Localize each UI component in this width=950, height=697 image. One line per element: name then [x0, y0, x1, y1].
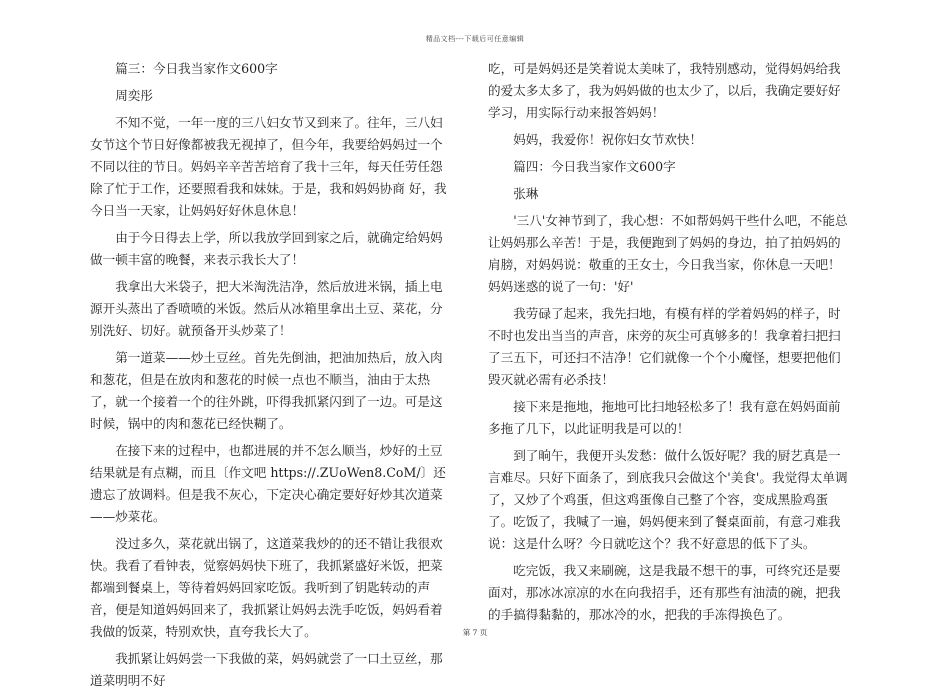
left-column: [90, 58, 455, 697]
paragraph: 妈妈，我爱你！祝你妇女节欢快！: [513, 132, 703, 147]
paragraph: 在接下来的过程中，也都进展的并不怎么顺当，炒好的土豆结果就是有点糊，而且〔作文吧 https://.ZUoWen8.CoM/〕还遗忘了放调料。但是我不灰心，下定决心确定要好好炒其次道菜——炒菜花。: [90, 443, 446, 524]
author-name: 周奕彤: [115, 88, 153, 103]
paragraph: 没过多久，菜花就出锅了，这道菜我炒的的还不错让我很欢快。我看了看钟表，觉察妈妈快下班了，我抓紧盛好米饭，把菜都端到餐桌上，等待着妈妈回家吃饭。我听到了钥匙转动的声音，便是知道妈妈回来了，我抓紧让妈妈去洗手吃饭，妈妈看着我做的饭菜，特别欢快，直夸我长大了。: [90, 536, 443, 639]
paragraph: 接下来是拖地，拖地可比扫地轻松多了！我有意在妈妈面前多拖了几下，以此证明我是可以的！: [488, 399, 841, 436]
page-header: 精品文档---下载后可任意编辑: [425, 35, 525, 43]
right-column: [488, 58, 853, 631]
author-name: 张琳: [513, 186, 539, 201]
section-title: 篇四：今日我当家作文600字: [513, 159, 676, 174]
paragraph: 第一道菜——炒土豆丝。首先先倒油，把油加热后，放入肉和葱花，但是在放肉和葱花的时候一点也不顺当，油由于太热了，就一个接着一个的往外跳，吓得我抓紧闪到了一边。可是这时候，锅中的肉和葱花已经快糊了。: [90, 350, 443, 431]
section-title: 篇三：今日我当家作文600字: [115, 61, 278, 76]
paragraph: 吃完饭，我又来刷碗，这是我最不想干的事，可终究还是要面对，那冰冰凉凉的水在向我招手，还有那些有油渍的碗，把我的手搞得黏黏的，那冰冷的水，把我的手冻得换色了。: [488, 563, 841, 622]
page-number: 第 7 页: [462, 628, 488, 637]
paragraph: 我抓紧让妈妈尝一下我做的菜，妈妈就尝了一口土豆丝，那道菜明明不好: [90, 651, 443, 688]
paragraph: 我拿出大米袋子，把大米淘洗洁净，然后放进米锅，插上电源开头蒸出了香喷喷的米饭。然后从冰箱里拿出土豆、菜花，分别洗好、切好。就预备开头炒菜了！: [90, 279, 443, 338]
paragraph-continued: 吃，可是妈妈还是笑着说太美味了，我特别感动，觉得妈妈给我的爱太多太多了，我为妈妈做的也太少了，以后，我确定要好好学习，用实际行动来报答妈妈！: [488, 61, 841, 120]
paragraph: 由于今日得去上学，所以我放学回到家之后，就确定给妈妈做一顿丰富的晚餐，来表示我长大了！: [90, 230, 443, 267]
paragraph: 不知不觉，一年一度的三八妇女节又到来了。往年，三八妇女节这个节日好像都被我无视掉了，但今年，我要给妈妈过一个不同以往的节日。妈妈辛辛苦苦培育了我十三年，每天任劳任怨除了忙于工作，还要照看我和妹妹。于是，我和妈妈协商 好，我今日当一天家，让妈妈好好休息休息！: [90, 115, 447, 218]
paragraph: 到了晌午，我便开头发愁：做什么饭好呢？我的厨艺真是一言难尽。只好下面条了，到底我只会做这个'美食'。我觉得太单调了，又炒了个鸡蛋，但这鸡蛋像自己整了个容，变成黑脸鸡蛋了。吃饭了，我喊了一遍，妈妈便来到了餐桌面前，有意刁难我说：这是什么呀？今日就吃这个？我不好意思的低下了头。: [488, 448, 848, 551]
paragraph: 我劳碌了起来，我先扫地，有模有样的学着妈妈的样子，时不时也发出当当的声音，床旁的灰尘可真够多的！我拿着扫把扫了三五下，可还扫不洁净！它们就像一个个小魔怪，想要把他们毁灭就必需有必杀技！: [488, 306, 841, 387]
paragraph: '三八'女神节到了，我心想：不如帮妈妈干些什么吧，不能总让妈妈那么辛苦！于是，我便跑到了妈妈的身边，拍了拍妈妈的肩膀，对妈妈说：敬重的王女士，今日我当家，你休息一天吧！妈妈迷惑的说了一句：'好': [488, 213, 848, 294]
